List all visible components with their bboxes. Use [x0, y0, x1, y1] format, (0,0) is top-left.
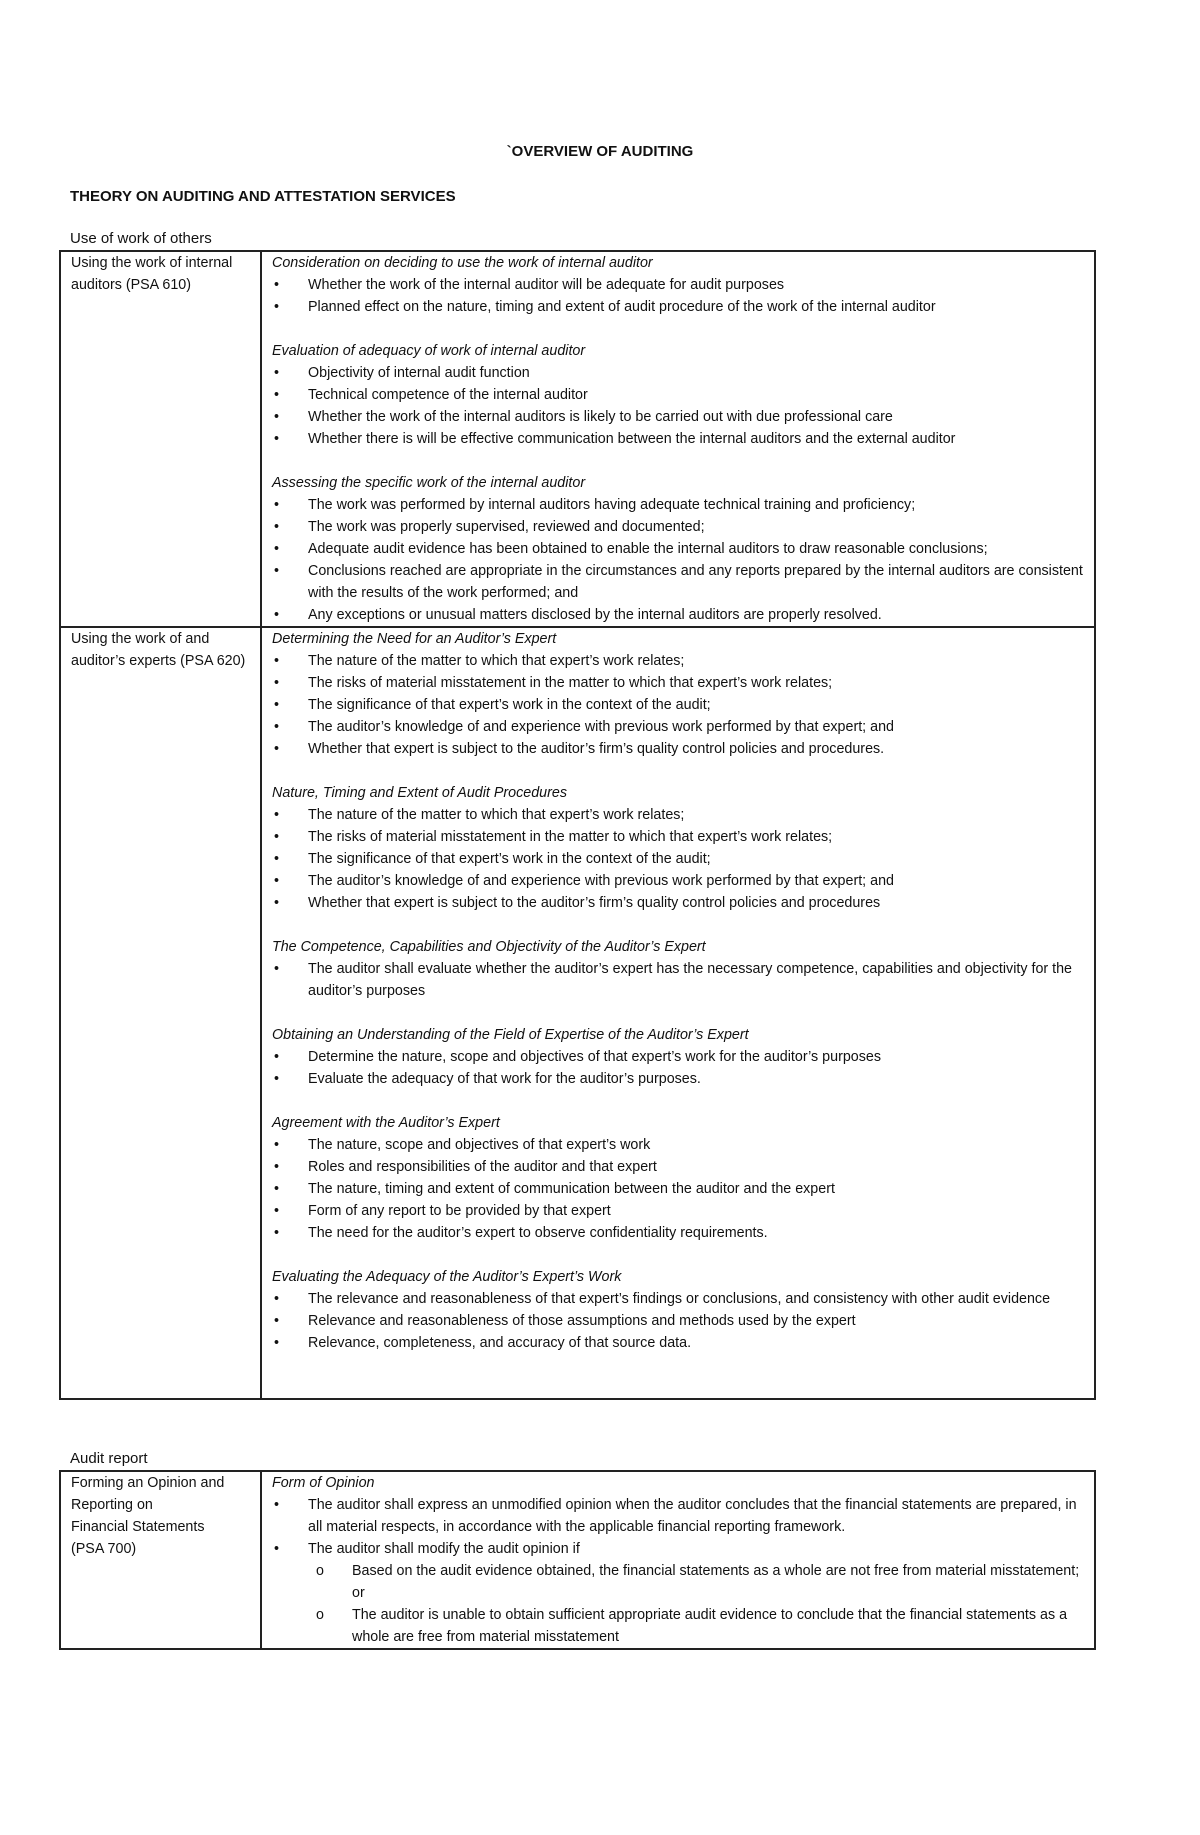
- list-item: • The auditor’s knowledge of and experience with previous work performed by that expert; and: [272, 716, 1094, 738]
- table-row: [60, 627, 1095, 1399]
- list-item: • Adequate audit evidence has been obtained to enable the internal auditors to draw reasonable conclusions;: [272, 538, 1094, 560]
- content-section: [272, 628, 1094, 760]
- list-item: • Whether that expert is subject to the auditor’s firm’s quality control policies and procedures.: [272, 738, 1094, 760]
- list-item: • The auditor shall express an unmodified opinion when the auditor concludes that the financial statements are prepared, in all material respects, in accordance with the applicable financial reporting framework.: [272, 1494, 1094, 1538]
- bullet-list: [272, 958, 1094, 1002]
- row-content-psa-700: [261, 1471, 1095, 1649]
- bullet-list: [272, 1134, 1094, 1244]
- list-item: • Any exceptions or unusual matters disclosed by the internal auditors are properly resolved.: [272, 604, 1094, 626]
- bullet-list: [272, 494, 1094, 626]
- section-heading: The Competence, Capabilities and Objectivity of the Auditor’s Expert: [272, 939, 706, 955]
- section-heading: Obtaining an Understanding of the Field of Expertise of the Auditor’s Expert: [272, 1027, 749, 1043]
- section-caption-audit-report: Audit report: [70, 1450, 148, 1467]
- section-caption-work-of-others: Use of work of others: [70, 230, 212, 247]
- topic-line: Reporting on: [71, 1497, 153, 1513]
- content-section: [272, 472, 1094, 626]
- row-topic-psa-700: [60, 1471, 261, 1649]
- content-section: [272, 340, 1094, 450]
- bullet-list: [272, 362, 1094, 450]
- list-item: • The risks of material misstatement in the matter to which that expert’s work relates;: [272, 826, 1094, 848]
- list-item-text: The auditor shall modify the audit opinion if: [308, 1541, 580, 1557]
- topic-line: Forming an Opinion and: [71, 1475, 225, 1491]
- list-item: • Relevance and reasonableness of those assumptions and methods used by the expert: [272, 1310, 1094, 1332]
- section-heading: Consideration on deciding to use the work of internal auditor: [272, 255, 653, 271]
- list-item: • The nature of the matter to which that expert’s work relates;: [272, 804, 1094, 826]
- sub-bullet-list: [308, 1560, 1094, 1648]
- section-heading: Determining the Need for an Auditor’s Expert: [272, 631, 557, 647]
- sub-list-item: o The auditor is unable to obtain sufficient appropriate audit evidence to conclude that the financial statements as a whole are free from material misstatement: [308, 1604, 1094, 1648]
- section-heading: Form of Opinion: [272, 1475, 375, 1491]
- bullet-list: [272, 650, 1094, 760]
- bullet-list: [272, 1494, 1094, 1648]
- row-topic-psa-620: Using the work of and auditor’s experts (PSA 620): [60, 627, 261, 1399]
- list-item: • The work was properly supervised, reviewed and documented;: [272, 516, 1094, 538]
- list-item: • Technical competence of the internal auditor: [272, 384, 1094, 406]
- section-heading: Nature, Timing and Extent of Audit Procedures: [272, 785, 567, 801]
- table-row: [60, 251, 1095, 627]
- section-heading: Evaluating the Adequacy of the Auditor’s Expert’s Work: [272, 1269, 622, 1285]
- row-topic-psa-610: Using the work of internal auditors (PSA 610): [60, 251, 261, 627]
- list-item: • The relevance and reasonableness of that expert’s findings or conclusions, and consistency with other audit evidence: [272, 1288, 1094, 1310]
- content-section: [272, 782, 1094, 914]
- page-title: `OVERVIEW OF AUDITING: [506, 143, 694, 160]
- list-item: • Planned effect on the nature, timing and extent of audit procedure of the work of the internal auditor: [272, 296, 1094, 318]
- list-item: • Roles and responsibilities of the auditor and that expert: [272, 1156, 1094, 1178]
- list-item: • The nature, scope and objectives of that expert’s work: [272, 1134, 1094, 1156]
- list-item: • Objectivity of internal audit function: [272, 362, 1094, 384]
- content-section: [272, 936, 1094, 1002]
- topic-line: (PSA 700): [71, 1541, 137, 1557]
- list-item: • The risks of material misstatement in the matter to which that expert’s work relates;: [272, 672, 1094, 694]
- content-section: [272, 252, 1094, 318]
- table-row: [60, 1471, 1095, 1649]
- list-item: • Form of any report to be provided by that expert: [272, 1200, 1094, 1222]
- bullet-list: [272, 804, 1094, 914]
- list-item: • Relevance, completeness, and accuracy of that source data.: [272, 1332, 1094, 1354]
- list-item: • The work was performed by internal auditors having adequate technical training and proficiency;: [272, 494, 1094, 516]
- bullet-list: [272, 1046, 1094, 1090]
- list-item: • The nature, timing and extent of communication between the auditor and the expert: [272, 1178, 1094, 1200]
- topic-line: Financial Statements: [71, 1519, 205, 1535]
- list-item: • Whether that expert is subject to the auditor’s firm’s quality control policies and procedures: [272, 892, 1094, 914]
- sub-list-item: o Based on the audit evidence obtained, the financial statements as a whole are not free from material misstatement; or: [308, 1560, 1094, 1604]
- row-content-psa-610: [261, 251, 1095, 627]
- list-item: • The significance of that expert’s work in the context of the audit;: [272, 848, 1094, 870]
- list-item: • The auditor’s knowledge of and experience with previous work performed by that expert; and: [272, 870, 1094, 892]
- audit-report-table: [59, 1470, 1096, 1650]
- section-heading: Assessing the specific work of the internal auditor: [272, 475, 586, 491]
- list-item: • The significance of that expert’s work in the context of the audit;: [272, 694, 1094, 716]
- list-item: • Whether the work of the internal auditor will be adequate for audit purposes: [272, 274, 1094, 296]
- row-content-psa-620: [261, 627, 1095, 1399]
- list-item: • Whether the work of the internal auditors is likely to be carried out with due professional care: [272, 406, 1094, 428]
- list-item: • The auditor shall evaluate whether the auditor’s expert has the necessary competence, capabilities and objectivity for the auditor’s purposes: [272, 958, 1094, 1002]
- content-section: [272, 1112, 1094, 1244]
- list-item: • Conclusions reached are appropriate in the circumstances and any reports prepared by the internal auditors are consistent with the results of the work performed; and: [272, 560, 1094, 604]
- section-heading: Agreement with the Auditor’s Expert: [272, 1115, 500, 1131]
- section-heading: Evaluation of adequacy of work of internal auditor: [272, 343, 586, 359]
- list-item: • The need for the auditor’s expert to observe confidentiality requirements.: [272, 1222, 1094, 1244]
- content-section: [272, 1024, 1094, 1090]
- list-item: • Determine the nature, scope and objectives of that expert’s work for the auditor’s purposes: [272, 1046, 1094, 1068]
- list-item: • Evaluate the adequacy of that work for the auditor’s purposes.: [272, 1068, 1094, 1090]
- list-item: • The nature of the matter to which that expert’s work relates;: [272, 650, 1094, 672]
- list-item: [272, 1538, 1094, 1648]
- page-subtitle: THEORY ON AUDITING AND ATTESTATION SERVICES: [70, 188, 456, 205]
- bullet-list: [272, 1288, 1094, 1354]
- work-of-others-table: [59, 250, 1096, 1400]
- bullet-list: [272, 274, 1094, 318]
- list-item: • Whether there is will be effective communication between the internal auditors and the external auditor: [272, 428, 1094, 450]
- content-section: [272, 1266, 1094, 1354]
